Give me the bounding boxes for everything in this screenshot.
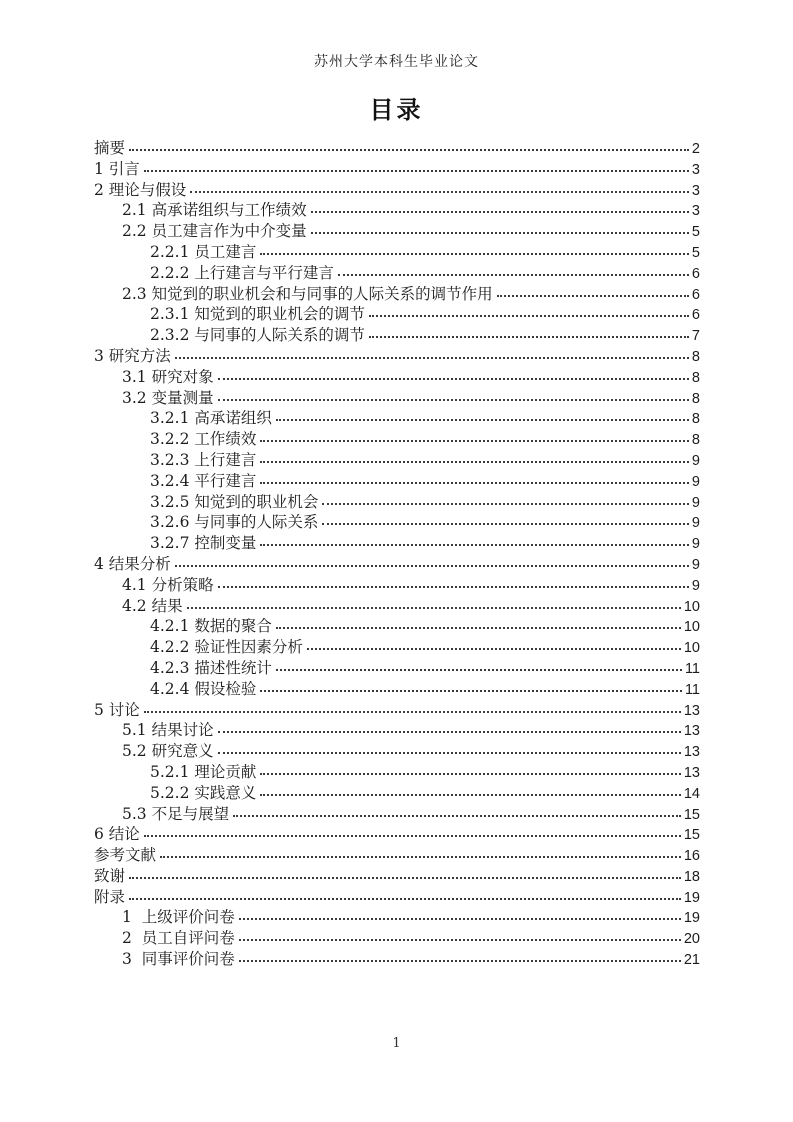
toc-entry-label: 3.2 变量测量 — [122, 388, 214, 407]
toc-dot-leader — [322, 503, 689, 505]
toc-entry-label: 5.3 不足与展望 — [122, 804, 230, 823]
toc-entry-label: 3.2.1 高承诺组织 — [150, 409, 272, 428]
toc-entry-page: 5 — [691, 244, 700, 261]
toc-dot-leader — [322, 523, 689, 525]
toc-entry[interactable] — [94, 221, 700, 242]
toc-entry[interactable] — [94, 200, 700, 221]
toc-entry-label: 3.2.2 工作绩效 — [150, 430, 257, 449]
toc-entry-page: 13 — [683, 744, 700, 761]
toc-dot-leader — [129, 898, 681, 900]
toc-entry-page: 19 — [683, 889, 700, 906]
page-header: 苏州大学本科生毕业论文 — [314, 54, 479, 70]
toc-entry-page: 11 — [684, 681, 700, 698]
toc-entry-label: 4 结果分析 — [94, 554, 171, 573]
toc-entry[interactable] — [94, 450, 700, 471]
toc-entry-label: 2 理论与假设 — [94, 180, 187, 199]
toc-dot-leader — [276, 419, 689, 421]
toc-entry-page: 9 — [691, 536, 700, 553]
toc-entry[interactable] — [94, 596, 700, 617]
toc-entry[interactable] — [94, 471, 700, 492]
toc-entry-label: 摘要 — [94, 139, 126, 157]
toc-dot-leader — [338, 274, 689, 276]
toc-dot-leader — [190, 191, 689, 193]
toc-entry-page: 9 — [691, 515, 700, 532]
toc-entry-page: 10 — [683, 598, 700, 615]
toc-entry[interactable] — [94, 720, 700, 741]
toc-entry-page: 10 — [683, 640, 700, 657]
toc-entry-page: 13 — [683, 723, 700, 740]
toc-entry-label: 5 讨论 — [94, 700, 140, 719]
toc-entry[interactable] — [94, 284, 700, 305]
footer-page-number: 1 — [392, 1036, 401, 1051]
toc-entry-page: 5 — [691, 224, 700, 241]
toc-entry-label: 3.1 研究对象 — [122, 367, 214, 386]
toc-entry-label: 2.2.2 上行建言与平行建言 — [150, 263, 334, 282]
toc-dot-leader — [260, 482, 689, 484]
toc-entry-page: 21 — [683, 952, 700, 969]
toc-entry[interactable] — [94, 887, 700, 908]
toc-entry[interactable] — [94, 512, 700, 533]
toc-entry-label: 附录 — [94, 887, 126, 906]
toc-dot-leader — [369, 315, 689, 317]
toc-entry-page: 9 — [691, 577, 700, 594]
toc-dot-leader — [260, 440, 689, 442]
toc-entry[interactable] — [94, 907, 700, 928]
toc-entry[interactable] — [94, 242, 700, 263]
toc-entry-label: 2 员工自评问卷 — [122, 929, 235, 948]
toc-entry[interactable] — [94, 533, 700, 554]
toc-entry[interactable] — [94, 679, 700, 700]
toc-entry[interactable] — [94, 325, 700, 346]
toc-entry-label: 3.2.6 与同事的人际关系 — [150, 513, 319, 532]
toc-entry[interactable] — [94, 180, 700, 201]
toc-entry-label: 2.2 员工建言作为中介变量 — [122, 222, 307, 241]
toc-entry-page: 2 — [691, 141, 700, 157]
toc-entry-page: 6 — [691, 265, 700, 282]
toc-dot-leader — [369, 336, 689, 338]
toc-dot-leader — [311, 211, 689, 213]
toc-entry[interactable] — [94, 866, 700, 887]
toc-entry-page: 3 — [691, 203, 700, 220]
toc-dot-leader — [276, 669, 682, 671]
toc-entry[interactable] — [94, 762, 700, 783]
toc-dot-leader — [218, 586, 689, 588]
toc-entry[interactable] — [94, 138, 700, 159]
toc-entry-page: 10 — [683, 619, 700, 636]
toc-entry-label: 4.2.4 假设检验 — [150, 679, 257, 698]
toc-entry-page: 14 — [683, 785, 700, 802]
toc-entry-label: 2.3 知觉到的职业机会和与同事的人际关系的调节作用 — [122, 284, 493, 303]
toc-entry[interactable] — [94, 263, 700, 284]
toc-entry-page: 13 — [683, 702, 700, 719]
toc-entry-page: 16 — [683, 848, 700, 865]
toc-entry-label: 5.2.2 实践意义 — [150, 783, 257, 802]
toc-entry-page: 6 — [691, 307, 700, 324]
toc-entry[interactable] — [94, 159, 700, 180]
toc-dot-leader — [129, 149, 689, 151]
toc-entry-page: 8 — [691, 390, 700, 407]
toc-entry[interactable] — [94, 824, 700, 845]
toc-entry-page: 7 — [691, 328, 700, 345]
toc-entry[interactable] — [94, 804, 700, 825]
toc-entry[interactable] — [94, 741, 700, 762]
toc-dot-leader — [307, 648, 681, 650]
toc-dot-leader — [260, 253, 689, 255]
toc-entry[interactable] — [94, 783, 700, 804]
toc-entry-label: 4.1 分析策略 — [122, 575, 214, 594]
toc-entry-label: 3.2.5 知觉到的职业机会 — [150, 492, 319, 511]
toc-entry-page: 19 — [683, 910, 700, 927]
toc-entry[interactable] — [94, 845, 700, 866]
toc-dot-leader — [260, 690, 682, 692]
toc-entry[interactable] — [94, 949, 700, 970]
toc-dot-leader — [129, 877, 681, 879]
toc-entry-label: 1 引言 — [94, 159, 140, 178]
toc-entry-label: 参考文献 — [94, 846, 157, 865]
toc-entry[interactable] — [94, 554, 700, 575]
toc-entry-page: 20 — [683, 931, 700, 948]
toc-entry-page: 18 — [683, 868, 700, 885]
toc-dot-leader — [260, 461, 689, 463]
toc-entry-page: 9 — [691, 473, 700, 490]
toc-dot-leader — [260, 794, 680, 796]
toc-entry-page: 11 — [684, 660, 700, 677]
toc-dot-leader — [160, 856, 681, 858]
toc-entry-label: 2.3.1 知觉到的职业机会的调节 — [150, 305, 365, 324]
toc-entry-page: 3 — [691, 182, 700, 199]
toc-dot-leader — [218, 399, 689, 401]
toc-entry[interactable] — [94, 304, 700, 325]
toc-entry-label: 2.1 高承诺组织与工作绩效 — [122, 201, 307, 220]
toc-entry-label: 2.2.1 员工建言 — [150, 242, 257, 261]
toc-entry-label: 6 结论 — [94, 825, 140, 844]
toc-dot-leader — [239, 939, 681, 941]
toc-entry[interactable] — [94, 408, 700, 429]
toc-dot-leader — [260, 544, 689, 546]
toc-entry[interactable] — [94, 346, 700, 367]
toc-entry-page: 9 — [691, 556, 700, 573]
toc-dot-leader — [175, 565, 689, 567]
toc-entry-page: 8 — [691, 411, 700, 428]
toc-entry-page: 9 — [691, 452, 700, 469]
toc-dot-leader — [175, 357, 689, 359]
toc-entry-label: 3.2.7 控制变量 — [150, 534, 257, 553]
toc-entry-label: 3 研究方法 — [94, 346, 171, 365]
toc-dot-leader — [187, 607, 681, 609]
toc-entry-label: 4.2 结果 — [122, 596, 183, 615]
toc-entry-page: 15 — [683, 827, 700, 844]
toc-dot-leader — [144, 835, 681, 837]
toc-dot-leader — [276, 627, 681, 629]
toc-entry[interactable] — [94, 700, 700, 721]
toc-dot-leader — [218, 752, 681, 754]
toc-entry-label: 5.1 结果讨论 — [122, 721, 214, 740]
toc-entry-label: 5.2 研究意义 — [122, 742, 214, 761]
toc-entry-page: 8 — [691, 348, 700, 365]
toc-entry-page: 8 — [691, 432, 700, 449]
toc-dot-leader — [260, 773, 680, 775]
toc-entry[interactable] — [94, 367, 700, 388]
toc-list — [94, 138, 700, 970]
toc-entry-page: 6 — [691, 286, 700, 303]
toc-dot-leader — [239, 960, 681, 962]
toc-entry[interactable] — [94, 429, 700, 450]
toc-entry-label: 3 同事评价问卷 — [122, 950, 235, 969]
toc-entry[interactable] — [94, 928, 700, 949]
toc-dot-leader — [239, 918, 681, 920]
toc-entry[interactable] — [94, 575, 700, 596]
toc-dot-leader — [144, 711, 681, 713]
toc-dot-leader — [311, 232, 689, 234]
toc-entry[interactable] — [94, 616, 700, 637]
toc-entry-page: 3 — [691, 161, 700, 178]
toc-entry-page: 15 — [683, 806, 700, 823]
toc-entry-label: 2.3.2 与同事的人际关系的调节 — [150, 326, 365, 345]
toc-entry-label: 3.2.3 上行建言 — [150, 450, 257, 469]
toc-dot-leader — [218, 378, 689, 380]
toc-entry-page: 9 — [691, 494, 700, 511]
toc-entry-page: 13 — [683, 764, 700, 781]
toc-entry-label: 4.2.3 描述性统计 — [150, 658, 272, 677]
toc-dot-leader — [233, 815, 681, 817]
toc-entry[interactable] — [94, 658, 700, 679]
toc-entry-label: 4.2.1 数据的聚合 — [150, 617, 272, 636]
toc-entry[interactable] — [94, 637, 700, 658]
toc-entry-label: 致谢 — [94, 866, 126, 885]
toc-entry[interactable] — [94, 492, 700, 513]
toc-dot-leader — [218, 731, 681, 733]
toc-entry-label: 3.2.4 平行建言 — [150, 471, 257, 490]
toc-dot-leader — [144, 170, 689, 172]
toc-entry-label: 4.2.2 验证性因素分析 — [150, 638, 303, 657]
page-title: 目录 — [369, 95, 424, 124]
toc-entry[interactable] — [94, 388, 700, 409]
toc-dot-leader — [497, 295, 689, 297]
toc-entry-label: 1 上级评价问卷 — [122, 908, 235, 927]
toc-entry-page: 8 — [691, 369, 700, 386]
toc-entry-label: 5.2.1 理论贡献 — [150, 762, 257, 781]
